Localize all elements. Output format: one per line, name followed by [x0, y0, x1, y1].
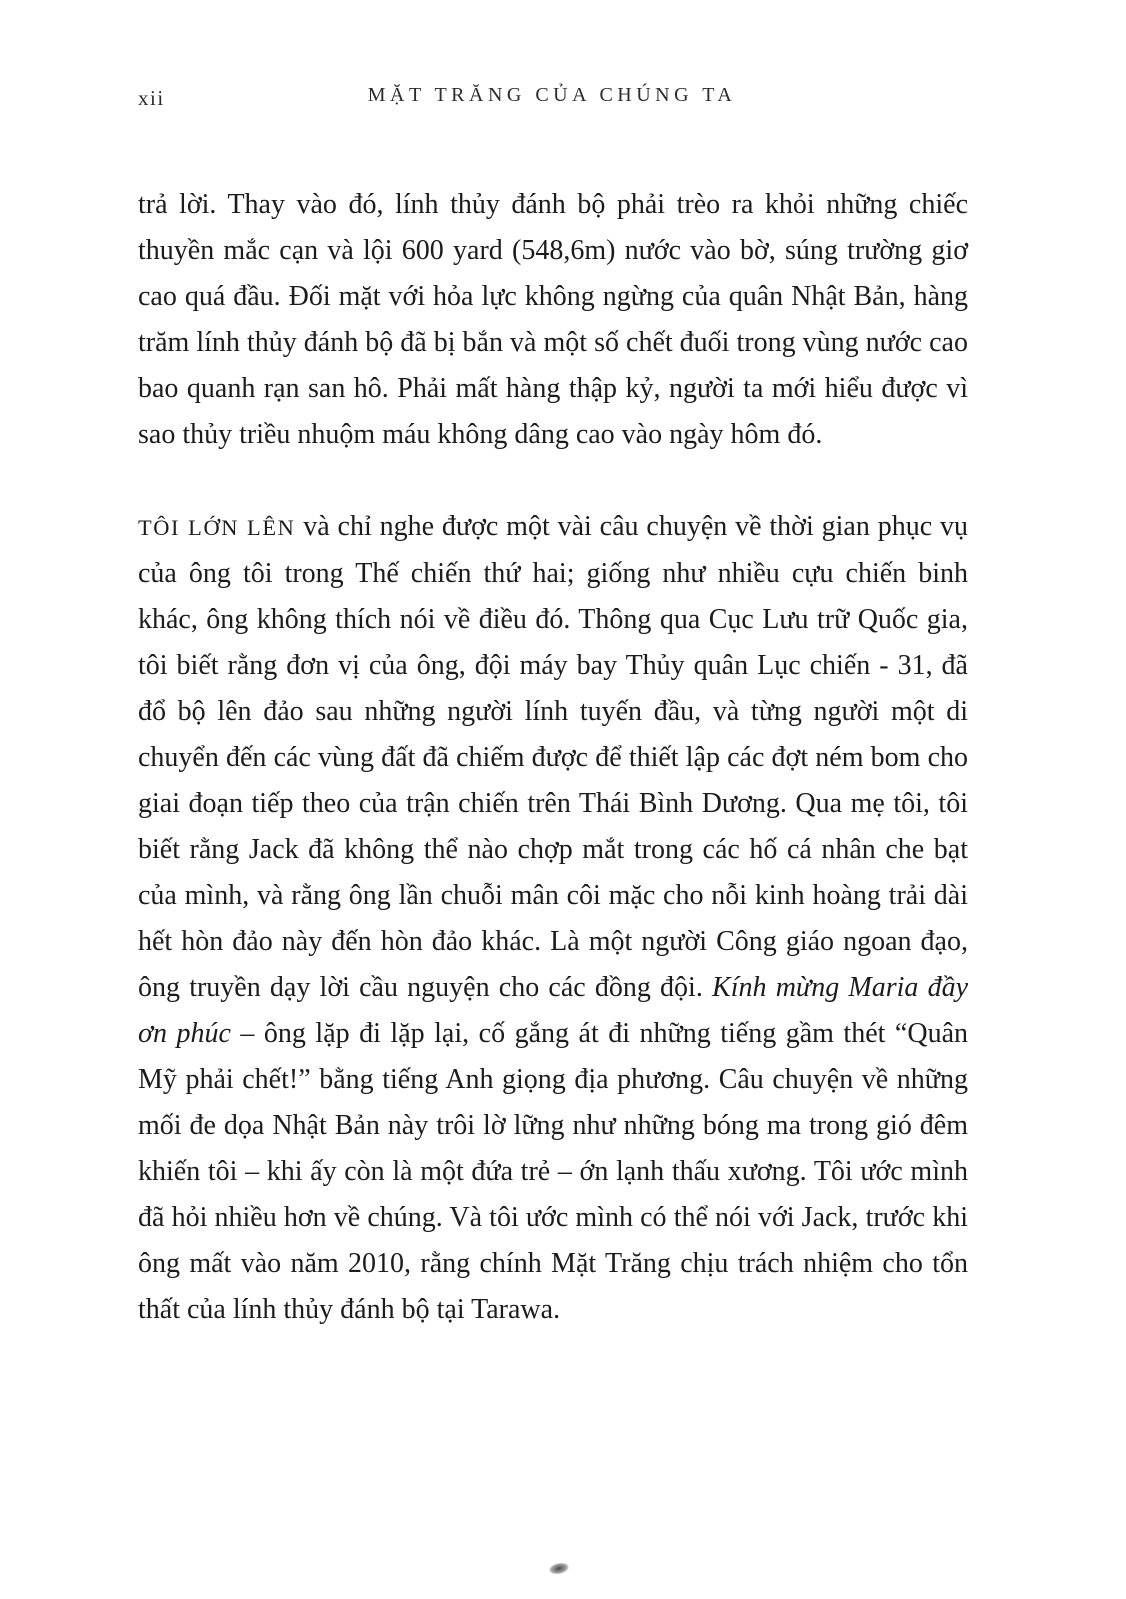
paragraph-memoir	[138, 504, 968, 1333]
smallcaps-lead: TÔI LỚN LÊN	[138, 515, 296, 540]
ink-smudge-artifact	[548, 1561, 570, 1576]
body-text	[138, 182, 968, 1333]
paragraph-continuation: trả lời. Thay vào đó, lính thủy đánh bộ phải trèo ra khỏi những chiếc thuyền mắc cạn và lội 600 yard (548,6m) nước vào bờ, súng trường giơ cao quá đầu. Đối mặt với hỏa lực không ngừng của quân Nhật Bản, hàng trăm lính thủy đánh bộ đã bị bắn và một số chết đuối trong vùng nước cao bao quanh rạn san hô. Phải mất hàng thập kỷ, người ta mới hiểu được vì sao thủy triều nhuộm máu không dâng cao vào ngày hôm đó.	[138, 189, 968, 450]
paragraph-segment: và chỉ nghe được một vài câu chuyện về thời gian phục vụ của ông tôi trong Thế chiến thứ hai; giống như nhiều cựu chiến binh khác, ông không thích nói về điều đó. Thông qua Cục Lưu trữ Quốc gia, tôi biết rằng đơn vị của ông, đội máy bay Thủy quân Lục chiến - 31, đã đổ bộ lên đảo sau những người lính tuyến đầu, và từng người một di chuyển đến các vùng đất đã chiếm được để thiết lập các đợt ném bom cho giai đoạn tiếp theo của trận chiến trên Thái Bình Dương. Qua mẹ tôi, tôi biết rằng Jack đã không thể nào chợp mắt trong các hố cá nhân che bạt của mình, và rằng ông lần chuỗi mân côi mặc cho nỗi kinh hoàng trải dài hết hòn đảo này đến hòn đảo khác. Là một người Công giáo ngoan đạo, ông truyền dạy lời cầu nguyện cho các đồng đội.	[138, 511, 968, 1003]
italic-prayer-phrase: Kính mừng Maria đầy ơn phúc	[138, 972, 969, 1049]
running-header	[138, 84, 966, 114]
running-title: MẶT TRĂNG CỦA CHÚNG TA	[367, 84, 737, 106]
paragraph-segment: – ông lặp đi lặp lại, cố gắng át đi những tiếng gầm thét “Quân Mỹ phải chết!” bằng tiếng Anh giọng địa phương. Câu chuyện về những mối đe dọa Nhật Bản này trôi lờ lững như những bóng ma trong gió đêm khiến tôi – khi ấy còn là một đứa trẻ – ớn lạnh thấu xương. Tôi ước mình đã hỏi nhiều hơn về chúng. Và tôi ước mình có thể nói với Jack, trước khi ông mất vào năm 2010, rằng chính Mặt Trăng chịu trách nhiệm cho tổn thất của lính thủy đánh bộ tại Tarawa.	[138, 1018, 969, 1325]
page-number: xii	[138, 86, 165, 110]
